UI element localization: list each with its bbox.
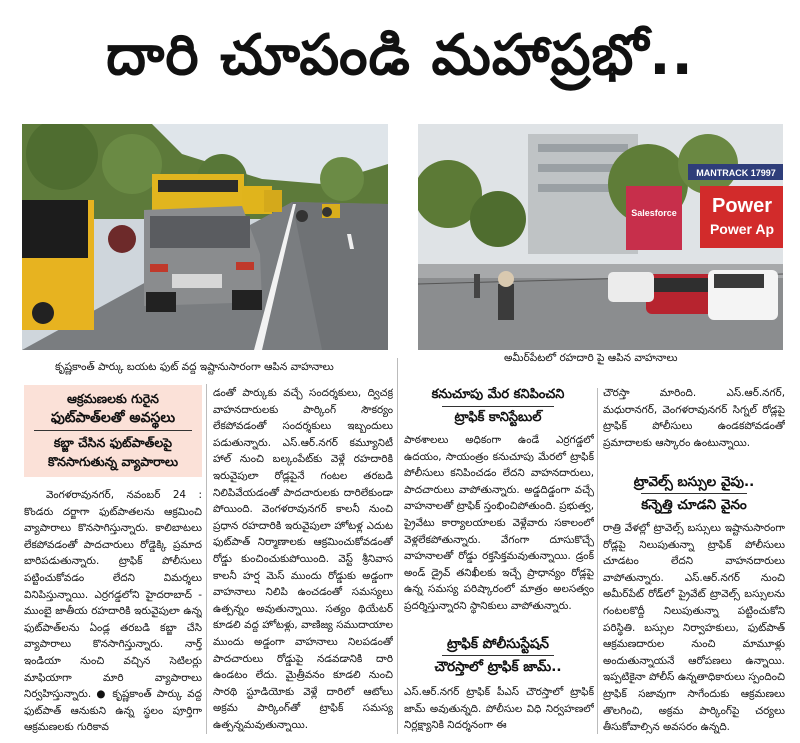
sign-salesforce: Salesforce (631, 208, 677, 218)
subhead-box-line3: కబ్జా చేసిన ఫుట్‌పాత్‌లపై (53, 435, 173, 450)
subhead-box-line2: ఫుట్‌పాత్‌లతో అవస్థలు (50, 410, 176, 426)
subhead-col3-b (402, 634, 594, 677)
column-4b-paragraph: రాత్రి వేళల్లో ట్రావెల్స్ బస్సులు ఇష్టానుసారంగా రోడ్లపై నిలుపుతున్నా ట్రాఫిక్ పోలీసులు చూడటం లేదని వాహనదారులు వాపోతున్నారు. ఎస్.ఆర్.నగర్ నుంచి అమీర్‌పేట్ రోడ్‌లో ప్రైవేట్ ట్రావెల్స్ బస్సులను గంటలకొద్దీ నిలుపుతున్నా పట్టించుకోని పరిస్థితి. బస్సుల నిర్వాహకులు, ఫుట్‌పాత్ ఆక్రమణదారుల నుంచి మామూళ్లు అందుతున్నాయనే ఆరోపణలు ఉన్నాయి. ఇప్పటికైనా పోలీస్ ఉన్నతాధికారులు స్పందించి ట్రాఫిక్ సజావుగా సాగేందుకు ఆక్రమణలు తొలగించి, అక్రమ పార్కింగ్‌పై చర్యలు తీసుకోవాల్సిన అవసరం ఉన్నది. (603, 522, 785, 734)
subhead-box (24, 385, 202, 477)
subhead-col3-a-line1: కనుచూపు మేర కనిపించని (431, 387, 565, 402)
subhead-col4-line2: కన్నెత్తి చూడని వైనం (641, 497, 747, 513)
street-scene-left (22, 124, 388, 350)
column-divider-1 (206, 384, 207, 734)
photo-left-caption: కృష్ణకాంత్ పార్కు బయట ఫుట్ వద్ద ఇష్టానుసారంగా ఆపిన వాహనాలు (55, 361, 334, 373)
column-4a-paragraph: చౌరస్తా మారింది. ఎస్.ఆర్.నగర్, మధురానగర్, వెంగళరావునగర్ సిగ్నల్ రోడ్లపై ట్రాఫిక్ పోలీసులు ఉండకపోవడంతో ప్రమాదాలకు ఆస్కారం ఉంటున్నాయి. (603, 387, 785, 449)
photo-right-caption: అమీర్‌పేటలో రహదారి పై ఆపిన వాహనాలు (504, 352, 678, 364)
street-scene-right (418, 124, 783, 350)
subhead-col4 (601, 472, 787, 515)
headline: దారి చూపండి మహాప్రభో.. (106, 23, 694, 88)
sign-top: MANTRACK 17997 (696, 168, 776, 178)
subhead-col4-line1: ట్రావెల్స్ బస్సుల వైపు.. (633, 474, 755, 490)
column-3b-paragraph: ఎస్.ఆర్.నగర్ ట్రాఫిక్ పీఎస్ చౌరస్తాలో ట్రాఫిక్ జామ్ అవుతున్నది. పోలీసుల విధి నిర్వహణలో నిర్లక్ష్యానికి నిదర్శనంగా ఈ (404, 686, 594, 732)
column-4a-text (603, 385, 785, 469)
column-1-paragraph: వెంగళరావునగర్, నవంబర్ 24 : కొండరు దర్జాగా ఫుట్‌పాతలను ఆక్రమించి వ్యాపారాలు కొనసాగిస్తున్నారు. కాలిబాటలు లేకపోవడంతో పాదచారులు రోడ్డెక్కి ప్రమాద బారిపడుతున్నారు. ట్రాఫిక్ పోలీసులు పట్టించుకోవడం లేదని విమర్శలు వినిపిస్తున్నాయి. ఎర్రగడ్డలోని హైదరాబాద్ - ముంబై జాతీయ రహదారికి ఇరువైపులా ఉన్న ఫుట్‌పాత్‌లను ఏండ్ల తరబడి కబ్జా చేసి వ్యాపారాలు కొనసాగిస్తున్నారు. నార్త్ ఇండియా నుంచి వచ్చిన సెటిలర్లు మాఫియాగా మారి వ్యాపారాలు నిర్వహిస్తున్నారు. ● కృష్ణకాంత్ పార్కు వద్ద ఫుట్‌పాత్ ఆనుకుని ఉన్న స్థలం పూర్తిగా ఆక్రమణలకు గురికావ (24, 489, 202, 734)
subhead-box-line1: ఆక్రమణలకు గురైన (67, 391, 159, 406)
subhead-col3-b-rule (442, 655, 554, 656)
column-3a-text (404, 432, 594, 628)
column-1-text (24, 487, 202, 737)
photo-right (418, 124, 783, 350)
subhead-col4-rule (641, 493, 747, 494)
photo-left (22, 124, 388, 350)
subhead-col3-b-line1: ట్రాఫిక్ పోలీసుస్టేషన్ (446, 636, 550, 652)
column-3b-text (404, 684, 594, 738)
subhead-col3-a-line2: ట్రాఫిక్ కానిస్టేబుల్ (454, 410, 542, 425)
subhead-col3-a (402, 385, 594, 428)
column-2-text (213, 385, 393, 735)
column-2-paragraph: డంతో పార్కుకు వచ్చే సందర్శకులు, ద్విచక్ర వాహనదారులకు పార్కింగ్ సౌకర్యం లేకపోవడంతో సందర్శకులు ఇబ్బందులు పడుతున్నారు. ఎస్.ఆర్.నగర్ కమ్యూనిటీ హాల్ నుంచి బల్కంపేట్‌కు వెళ్లే రహదారికి ఇరువైపులా రోడ్లపైనే గంటల తరబడి నిలిపివేయడంతో పాదచారులకు దారిలేకుండా పోయింది. వెంగళరావునగర్ కాలనీ నుంచి ప్రధాన రహదారికి ఇరువైపులా హోటళ్ల ఎదుట ఫుట్‌పాత్ నిర్మాణాలకు ఆక్రమించుకోవడంతో రోడ్డు కుంచించుకుపోయింది. వెస్ట్ శ్రీనివాస కాలనీ హర్ష మెస్ ముందు రోడ్డుకు అడ్డంగా వాహనాలు నిలిపి ఉంచడంతో సమస్యలు ఉత్పన్నం అవుతున్నాయి. సత్యం థియేటర్ కూడలి వద్ద హోటళ్లు, వాణిజ్య సముదాయాల ముందు అడ్డంగా వాహనాలు నిలపడంతో పాదచారులు రోడ్డుపై నడవడానికి దారి ఉండటం లేదు. మైత్రీవనం కూడలి నుంచి సారథి స్టూడియోకు వెళ్లే దారిలో ఆటోలు అక్రమ పార్కింగ్‌తో ట్రాఫిక్ సమస్య ఉత్పన్నమవుతున్నాయి. (213, 387, 393, 731)
column-3a-paragraph: పాఠశాలలు అధికంగా ఉండే ఎర్రగడ్డలో ఉదయం, సాయంత్రం కనుచూపు మేరలో ట్రాఫిక్ పోలీసులు కనిపించడం లేదని వాహనదారులు, పాదచారులు వాపోతున్నారు. అడ్డదిడ్డంగా వచ్చే వాహనాలతో ట్రాఫిక్ స్తంభించిపోతుంది. ప్రభుత్వ, ప్రైవేటు కార్యాలయాలకు వెళ్లేవారు సకాలంలో వెళ్లలేకపోతున్నారు. వేగంగా దూసుకొచ్చే వాహనాలతో రోడ్డు రక్తసిక్తమవుతున్నాయి. డ్రంక్ అండ్ డ్రైవ్ తనిఖీలకు ఇచ్చే ప్రాధాన్యం రోడ్లపై ఉన్న సమస్య పరిష్కారంలో మాత్రం అలసత్వం ప్రదర్శిస్తున్నారని స్థానికులు వాపోతున్నారు. (404, 434, 594, 612)
column-divider-3 (597, 388, 598, 734)
subhead-box-line4: కొనసాగుతున్న వ్యాపారాలు (47, 454, 179, 469)
subhead-col3-b-line2: చౌరస్తాలో ట్రాఫిక్ జామ్.. (434, 659, 562, 675)
subhead-box-rule (34, 430, 192, 431)
column-4b-text (603, 520, 785, 738)
sign-power-1: Power (711, 195, 773, 217)
sign-power-2: Power Ap (709, 221, 775, 237)
subhead-col3-a-rule (442, 406, 554, 407)
column-divider-2 (397, 358, 398, 734)
